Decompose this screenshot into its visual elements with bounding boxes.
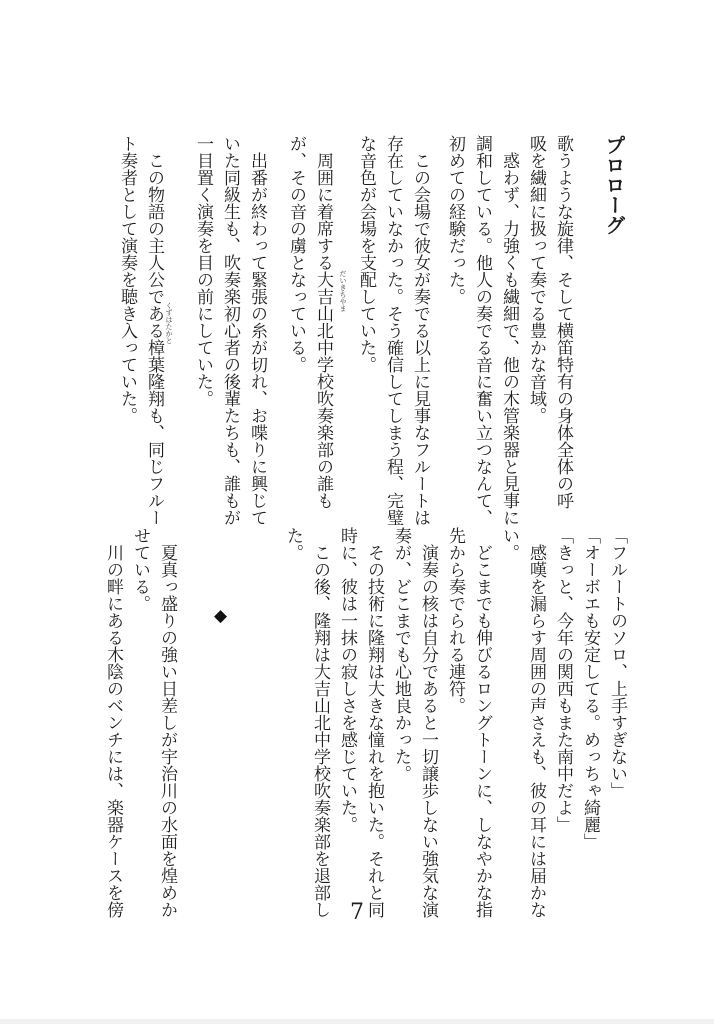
text-column: 奏が、どこまでも心地良かった。 bbox=[391, 527, 411, 782]
chapter-title: プロローグ bbox=[602, 135, 626, 235]
text-column: この後、隆翔は大吉山北中学校吹奏楽部を退部し bbox=[310, 544, 330, 918]
text-column: 感嘆を漏らす周囲の声さえも、彼の耳には届かな bbox=[526, 544, 546, 918]
text-column: 一目置く演奏を目の前にしていた。 bbox=[193, 135, 213, 407]
text-column: その技術に隆翔は大きな憧れを抱いた。それと同 bbox=[364, 544, 384, 918]
text-column: この物語の主人公である樟葉隆翔も、同じフルー bbox=[144, 152, 164, 526]
text-column: 吸を繊細に扱って奏でる豊かな音域。 bbox=[526, 135, 546, 424]
ruby-annotation: くずはたかと bbox=[165, 302, 173, 344]
text-column: 「オーボエも安定してる。めっちゃ綺麗」 bbox=[580, 527, 600, 850]
text-column: せている。 bbox=[130, 527, 150, 612]
section-break-diamond: ◆ bbox=[214, 606, 228, 626]
text-column: いた同級生も、吹奏楽初心者の後輩たちも、誰もが bbox=[220, 135, 240, 526]
text-column: い。 bbox=[499, 527, 519, 561]
text-column: 先から奏でられる連符。 bbox=[445, 527, 465, 714]
text-column: 時に、彼は一抹の寂しさを感じていた。 bbox=[337, 527, 357, 833]
text-column: 惑わず、力強くも繊細で、他の木管楽器と見事に bbox=[499, 152, 519, 526]
text-column: 夏真っ盛りの強い日差しが宇治川の水面を煌めか bbox=[157, 544, 177, 918]
text-column: 出番が終わって緊張の糸が切れ、お喋りに興じて bbox=[247, 152, 267, 526]
page-number: 7 bbox=[350, 900, 364, 925]
text-column: 「きっと、今年の関西もまた南中だよ」 bbox=[553, 527, 573, 833]
text-column: た。 bbox=[283, 527, 303, 561]
ruby-annotation: だいきちやま bbox=[339, 270, 347, 312]
text-column: ト奏者として演奏を聴き入っていた。 bbox=[117, 135, 137, 424]
text-column: 初めての経験だった。 bbox=[445, 135, 465, 305]
text-column: 歌うような旋律、そして横笛特有の身体全体の呼 bbox=[553, 135, 573, 509]
bottom-divider bbox=[0, 1019, 714, 1024]
text-column: この会場で彼女が奏でる以上に見事なフルートは bbox=[410, 152, 430, 526]
text-column: 川の畔にある木陰のベンチには、楽器ケースを傍 bbox=[103, 544, 123, 918]
text-column: 調和している。他人の奏でる音に奮い立つなんて、 bbox=[472, 135, 492, 526]
text-column: どこまでも伸びるロングトーンに、しなやかな指 bbox=[472, 544, 492, 918]
text-column: 演奏の核は自分であると一切譲歩しない強気な演 bbox=[418, 544, 438, 918]
text-column: が、その音の虜となっている。 bbox=[286, 135, 306, 373]
text-column: な音色が会場を支配していた。 bbox=[356, 135, 376, 373]
text-column: 周囲に着席する大吉山北中学校吹奏楽部の誰も bbox=[313, 152, 333, 509]
text-column: 存在していなかった。そう確信してしまう程、完璧 bbox=[383, 135, 403, 526]
text-column: 「フルートのソロ、上手すぎない」 bbox=[607, 527, 627, 799]
